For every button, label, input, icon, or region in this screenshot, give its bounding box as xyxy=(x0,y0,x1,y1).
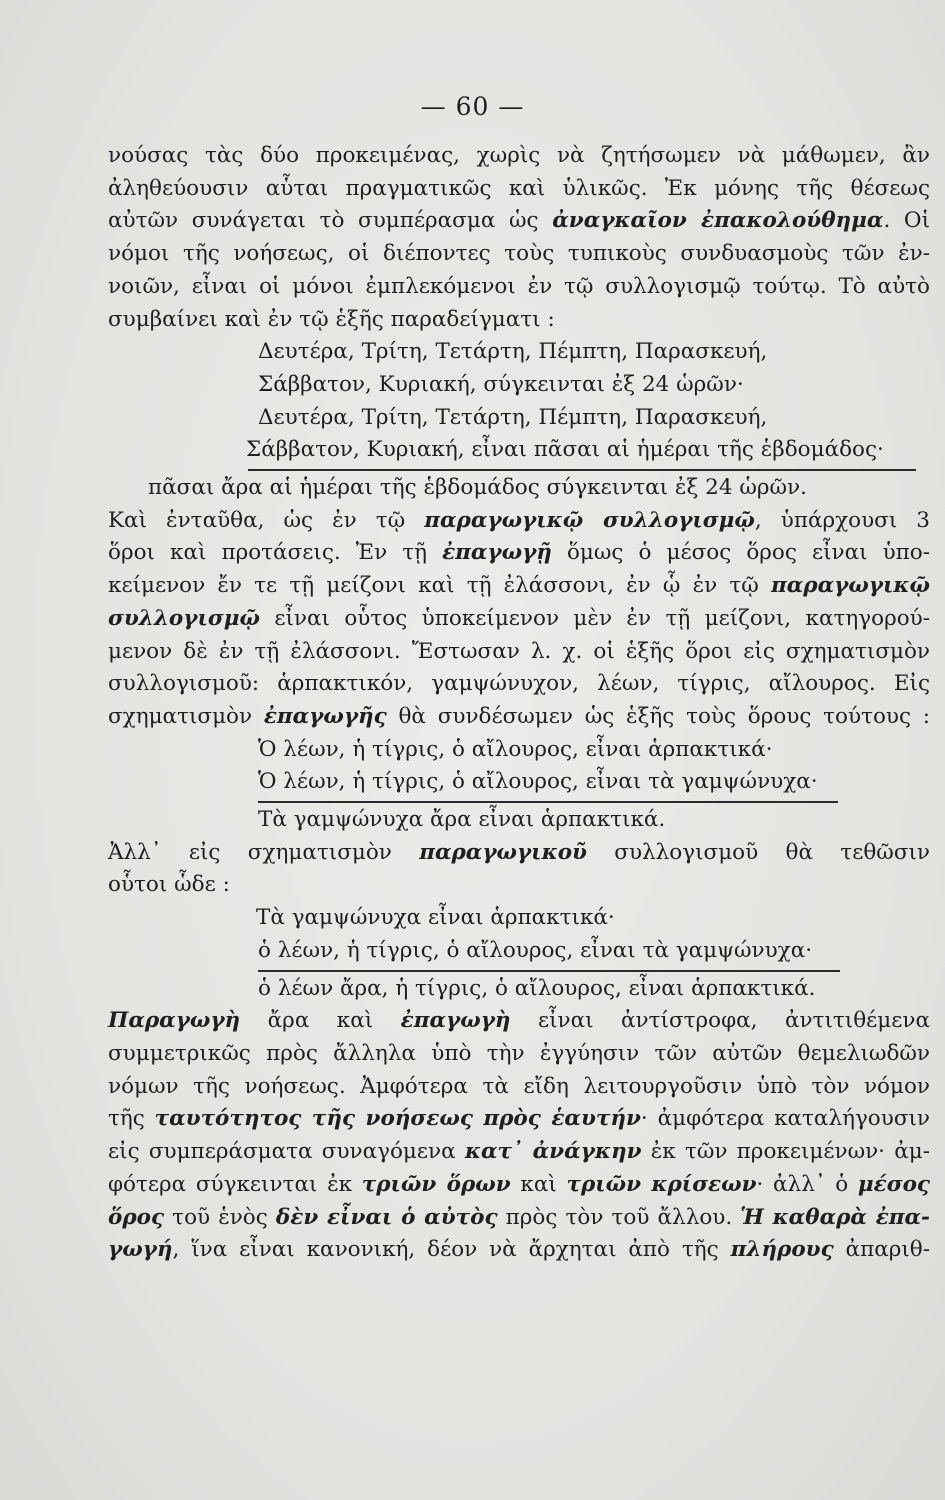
emphasis: συλλογισμῷ xyxy=(108,605,260,631)
example-line: Δευτέρα, Τρίτη, Τετάρτη, Πέμπτη, Παρασκευή, xyxy=(258,404,768,430)
example-line: Σάββατον, Κυριακή, σύγκεινται ἐξ 24 ὡρῶν· xyxy=(258,371,744,397)
text-line: συλλογισμοῦ: ἁρπακτικόν, γαμψώνυχον, λέων, τίγρις, αἴλουρος. Εἰς xyxy=(108,671,930,697)
text-line: αὐτῶν συνάγεται τὸ συμπέρασμα ὡς ἀναγκαῖον ἐπακολούθημα. Οἱ xyxy=(108,208,930,234)
text-line: συμμετρικῶς πρὸς ἄλληλα ὑπὸ τὴν ἐγγύησιν τῶν αὐτῶν θεμελιωδῶν xyxy=(108,1040,930,1066)
text-line: νόμων τῆς νοήσεως. Ἀμφότερα τὰ εἴδη λειτουργοῦσιν ὑπὸ τὸν νόμον xyxy=(108,1073,930,1099)
page-number: — 60 — xyxy=(420,92,525,121)
syllogism-rule xyxy=(258,801,838,803)
emphasis: κατ᾽ ἀνάγκην xyxy=(464,1139,642,1165)
text-line: φότερα σύγκεινται ἐκ τριῶν ὅρων καὶ τριῶν κρίσεων· ἀλλ᾽ ὁ μέσος xyxy=(108,1171,930,1197)
text-line: κείμενον ἔν τε τῇ μείζονι καὶ τῇ ἐλάσσονι, ἐν ᾧ ἐν τῷ παραγωγικῷ xyxy=(108,573,930,599)
conclusion-line: Τὰ γαμψώνυχα ἄρα εἶναι ἁρπακτικά. xyxy=(258,807,666,833)
emphasis: ἐπαγωγὴ xyxy=(400,1008,511,1034)
emphasis: ταυτότητος τῆς νοήσεως πρὸς ἑαυτήν xyxy=(154,1106,641,1132)
text-line: ἀληθεύουσιν αὗται πραγματικῶς καὶ ὑλικῶς. Ἐκ μόνης τῆς θέσεως xyxy=(108,175,930,201)
text-line: νοιῶν, εἶναι οἱ μόνοι ἐμπλεκόμενοι ἐν τῷ συλλογισμῷ τούτῳ. Τὸ αὐτὸ xyxy=(108,273,930,299)
text-line: συμβαίνει καὶ ἐν τῷ ἑξῆς παραδείγματι : xyxy=(108,306,555,332)
text-line: εἰς συμπεράσματα συναγόμενα κατ᾽ ἀνάγκην ἐκ τῶν προκειμένων· ἀμ- xyxy=(108,1139,930,1165)
emphasis: ἐπαγωγῆς xyxy=(263,703,387,729)
text-line: γωγή, ἵνα εἶναι κανονική, δέον νὰ ἄρχηται ἀπὸ τῆς πλήρους ἀπαριθ- xyxy=(108,1237,931,1263)
text-line: μενον δὲ ἐν τῇ ἐλάσσονι. Ἔστωσαν λ. χ. οἱ ἑξῆς ὅροι εἰς σχηματισμὸν xyxy=(108,638,930,664)
example-line: Ὁ λέων, ἡ τίγρις, ὁ αἴλουρος, εἶναι τὰ γαμψώνυχα· xyxy=(258,769,818,795)
text-line: νούσας τὰς δύο προκειμένας, χωρὶς νὰ ζητήσωμεν νὰ μάθωμεν, ἂν xyxy=(108,143,930,168)
emphasis: παραγωγικῷ xyxy=(771,573,930,599)
example-line: Σάββατον, Κυριακή, εἶναι πᾶσαι αἱ ἡμέραι τῆς ἑβδομάδος· xyxy=(246,437,884,463)
conclusion-line: πᾶσαι ἄρα αἱ ἡμέραι τῆς ἑβδομάδος σύγκεινται ἐξ 24 ὡρῶν. xyxy=(148,475,807,501)
emphasis: παραγωγικοῦ xyxy=(419,839,587,865)
text-line: νόμοι τῆς νοήσεως, οἱ διέποντες τοὺς τυπικοὺς συνδυασμοὺς τῶν ἐν- xyxy=(108,241,930,267)
emphasis: γωγή xyxy=(108,1237,173,1263)
text-line: ὅρος τοῦ ἑνὸς δὲν εἶναι ὁ αὐτὸς πρὸς τὸν τοῦ ἄλλου. Ἡ καθαρὰ ἐπα- xyxy=(108,1204,930,1230)
emphasis: δὲν εἶναι ὁ αὐτὸς xyxy=(275,1204,498,1230)
emphasis: τριῶν κρίσεων xyxy=(566,1171,757,1197)
conclusion-line: ὁ λέων ἄρα, ἡ τίγρις, ὁ αἴλουρος, εἶναι ἁρπακτικά. xyxy=(258,975,816,1001)
syllogism-rule xyxy=(258,970,840,972)
text-line: σχηματισμὸν ἐπαγωγῆς θὰ συνδέσωμεν ὡς ἑξῆς τοὺς ὅρους τούτους : xyxy=(108,703,930,729)
text-line: συλλογισμῷ εἶναι οὗτος ὑποκείμενον μὲν ἐν τῇ μείζονι, κατηγορού- xyxy=(108,605,930,631)
text-line: ὅροι καὶ προτάσεις. Ἐν τῇ ἐπαγωγῇ ὅμως ὁ μέσος ὅρος εἶναι ὑπο- xyxy=(108,540,931,566)
emphasis: ἐπαγωγῇ xyxy=(442,540,552,566)
text-line: Παραγωγὴ ἄρα καὶ ἐπαγωγὴ εἶναι ἀντίστροφα, ἀντιτιθέμενα xyxy=(108,1008,930,1034)
text-line: Καὶ ἐνταῦθα, ὡς ἐν τῷ παραγωγικῷ συλλογισμῷ, ὑπάρχουσι 3 xyxy=(108,507,930,533)
example-line: Ὁ λέων, ἡ τίγρις, ὁ αἴλουρος, εἶναι ἁρπακτικά· xyxy=(258,736,773,762)
emphasis: ἀναγκαῖον ἐπακολούθημα xyxy=(552,208,884,234)
text-line: οὗτοι ὧδε : xyxy=(108,872,230,898)
emphasis: τριῶν ὅρων xyxy=(361,1171,511,1197)
text-line: τῆς ταυτότητος τῆς νοήσεως πρὸς ἑαυτήν· ἀμφότερα καταλήγουσιν xyxy=(108,1106,931,1132)
example-line: ὁ λέων, ἡ τίγρις, ὁ αἴλουρος, εἶναι τὰ γαμψώνυχα· xyxy=(258,937,813,963)
example-line: Δευτέρα, Τρίτη, Τετάρτη, Πέμπτη, Παρασκευή, xyxy=(258,339,768,365)
emphasis: παραγωγικῷ συλλογισμῷ xyxy=(424,507,755,533)
syllogism-rule xyxy=(248,469,916,471)
example-line: Τὰ γαμψώνυχα εἶναι ἁρπακτικά· xyxy=(256,905,615,931)
page-body xyxy=(108,140,930,1267)
text-line: Ἀλλ᾽ εἰς σχηματισμὸν παραγωγικοῦ συλλογισμοῦ θὰ τεθῶσιν xyxy=(108,839,930,865)
emphasis: πλήρους xyxy=(730,1237,834,1263)
emphasis: Παραγωγὴ xyxy=(108,1008,241,1034)
emphasis: ὅρος xyxy=(108,1204,165,1230)
emphasis: μέσος xyxy=(857,1171,930,1197)
emphasis: Ἡ καθαρὰ ἐπα- xyxy=(740,1204,930,1230)
